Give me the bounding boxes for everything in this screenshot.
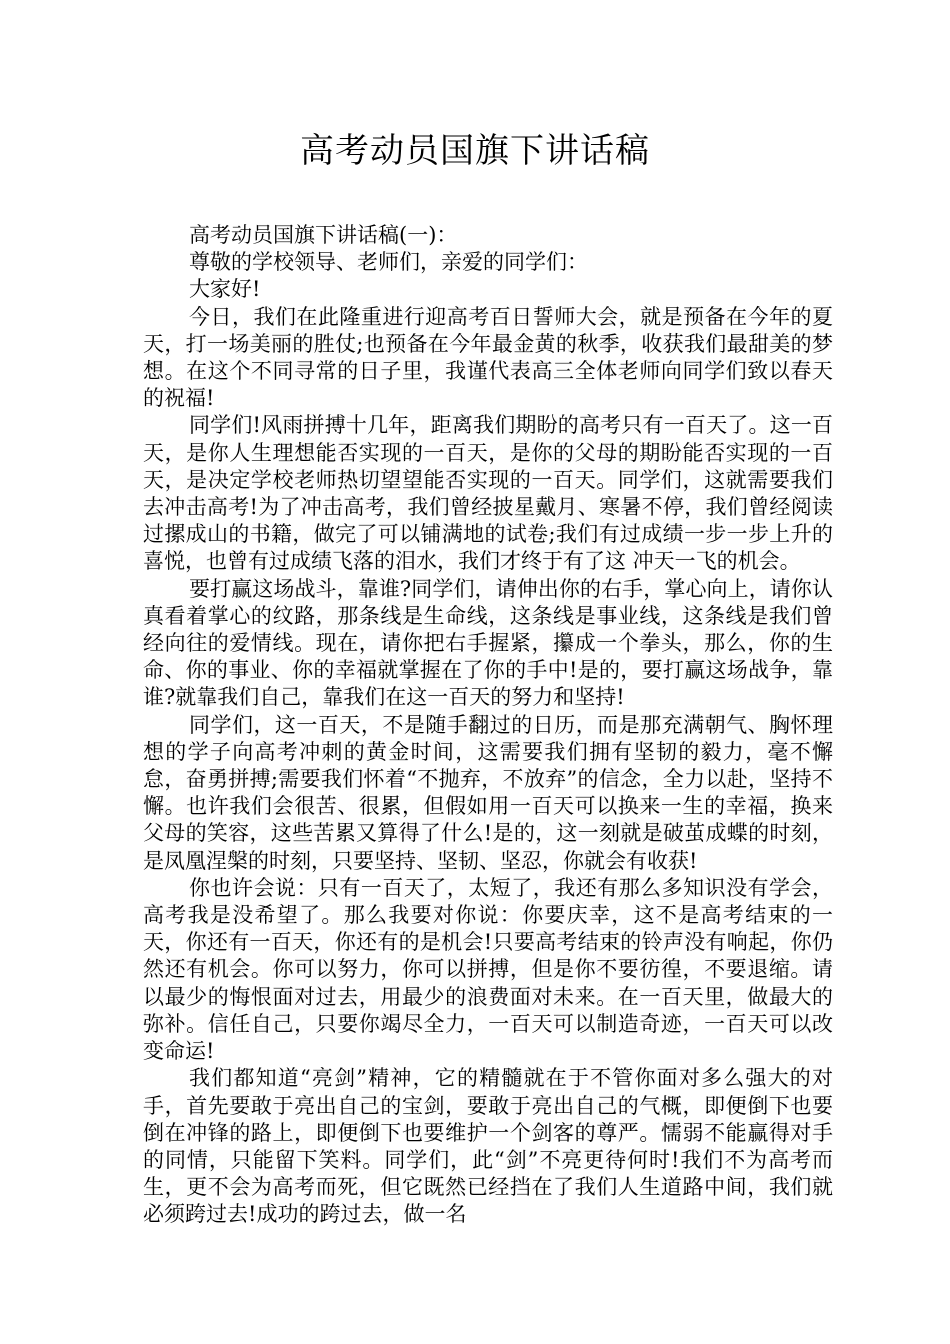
paragraph: 今日，我们在此隆重进行迎高考百日誓师大会，就是预备在今年的夏天，打一场美丽的胜仗;也预备在今年最金黄的秋季，收获我们最甜美的梦想。在这个不同寻常的日子里，我谨代表高三全体老师向同学们致以春天的祝福! [143, 304, 833, 411]
paragraph: 我们都知道“亮剑”精神，它的精髓就在于不管你面对多么强大的对手，首先要敢于亮出自己的宝剑，要敢于亮出自己的气概，即便倒下也要倒在冲锋的路上，即便倒下也要维护一个剑客的尊严。懦弱不能赢得对手的同情，只能留下笑料。同学们，此“剑”不亮更待何时!我们不为高考而生，更不会为高考而死，但它既然已经挡在了我们人生道路中间，我们就必须跨过去!成功的跨过去，做一名 [143, 1066, 833, 1227]
document-title: 高考动员国旗下讲话稿 [300, 131, 650, 171]
paragraph-salutation: 尊敬的学校领导、老师们，亲爱的同学们： [189, 250, 588, 275]
paragraph: 要打赢这场战斗，靠谁?同学们，请伸出你的右手，掌心向上，请你认真看着掌心的纹路，那条线是生命线，这条线是事业线，这条线是我们曾经向往的爱情线。现在，请你把右手握紧，攥成一个拳头，那么，你的生命、你的事业、你的幸福就掌握在了你的手中!是的，要打赢这场战争，靠谁?就靠我们自己，靠我们在这一百天的努力和坚持! [143, 576, 833, 710]
paragraph-greeting: 大家好! [189, 277, 261, 302]
document-body [143, 222, 833, 1229]
paragraph: 你也许会说：只有一百天了，太短了，我还有那么多知识没有学会，高考我是没希望了。那么我要对你说：你要庆幸，这不是高考结束的一天，你还有一百天，你还有的是机会!只要高考结束的铃声没有响起，你仍然还有机会。你可以努力，你可以拼搏，但是你不要彷徨，不要退缩。请以最少的悔恨面对过去，用最少的浪费面对未来。在一百天里，做最大的弥补。信任自己，只要你竭尽全力，一百天可以制造奇迹，一百天可以改变命运! [143, 875, 833, 1064]
paragraph: 同学们，这一百天，不是随手翻过的日历，而是那充满朝气、胸怀理想的学子向高考冲刺的黄金时间，这需要我们拥有坚韧的毅力，毫不懈怠，奋勇拼搏;需要我们怀着“不抛弃，不放弃”的信念，全力以赴，坚持不懈。也许我们会很苦、很累，但假如用一百天可以换来一生的幸福，换来父母的笑容，这些苦累又算得了什么!是的，这一刻就是破茧成蝶的时刻，是凤凰涅槃的时刻，只要坚持、坚韧、坚忍，你就会有收获! [143, 712, 833, 873]
paragraph-heading: 高考动员国旗下讲话稿(一)： [189, 223, 458, 247]
paragraph: 同学们!风雨拼搏十几年，距离我们期盼的高考只有一百天了。这一百天，是你人生理想能否实现的一百天，是你的父母的期盼能否实现的一百天，是决定学校老师热切望望能否实现的一百天。同学们，这就需要我们去冲击高考!为了冲击高考，我们曾经披星戴月、寒暑不停，我们曾经阅读过摞成山的书籍，做完了可以铺满地的试卷;我们有过成绩一步一步上升的喜悦，也曾有过成绩飞落的泪水，我们才终于有了这 冲天一飞的机会。 [143, 413, 833, 574]
